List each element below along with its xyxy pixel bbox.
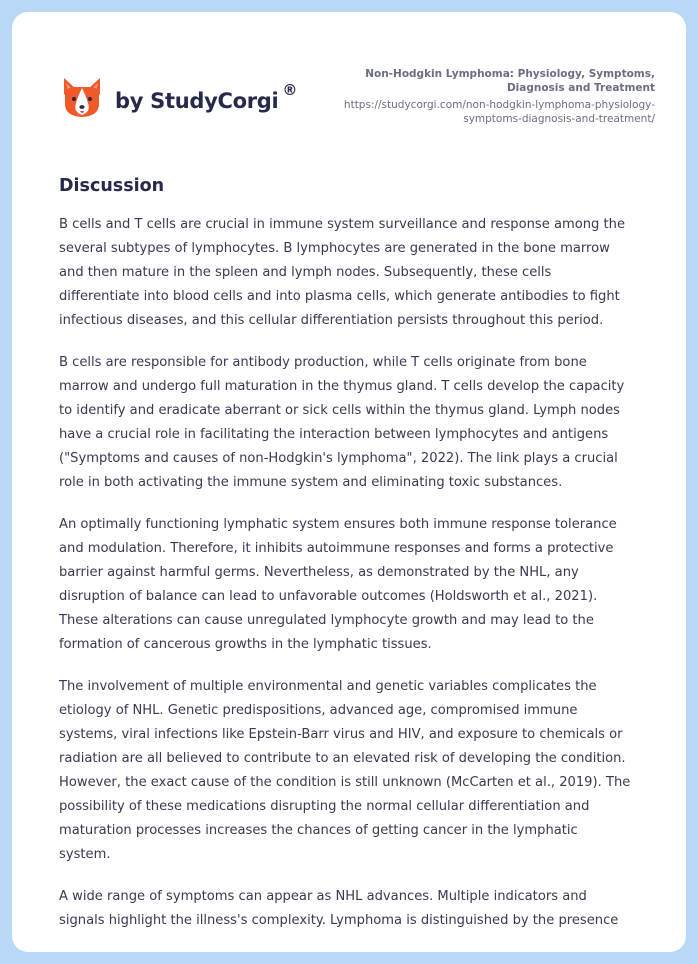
text-line: and then mature in the spleen and lymph nodes. Subsequently, these cells (59, 265, 552, 280)
paragraph (59, 885, 659, 933)
document-info (315, 67, 655, 126)
document-url[interactable] (315, 98, 655, 126)
text-line: differentiate into blood cells and into plasma cells, which generate antibodies to fight (59, 289, 620, 304)
text-line: system. (59, 847, 111, 862)
text-line: These alterations can cause unregulated lymphocyte growth and may lead to the (59, 613, 594, 628)
text-line: to identify and eradicate aberrant or sick cells within the thymus gland. Lymph nodes (59, 403, 620, 418)
document-page (12, 12, 686, 952)
document-url-line[interactable]: symptoms-diagnosis-and-treatment/ (463, 113, 655, 125)
paragraph (59, 513, 659, 657)
document-url-line[interactable]: https://studycorgi.com/non-hodgkin-lymphoma-physiology- (343, 99, 655, 111)
paragraph (59, 351, 659, 495)
text-line: The involvement of multiple environmental and genetic variables complicates the (59, 679, 597, 694)
document-title-line: Non-Hodgkin Lymphoma: Physiology, Symptoms, (365, 68, 655, 80)
text-line: have a crucial role in facilitating the interaction between lymphocytes and antigens (59, 427, 609, 442)
registered-mark: ® (282, 81, 298, 99)
section-heading: Discussion (59, 176, 165, 196)
text-line: An optimally functioning lymphatic system ensures both immune response tolerance (59, 517, 617, 532)
text-line: disruption of balance can lead to unfavorable outcomes (Holdsworth et al., 2021). (59, 589, 598, 604)
text-line: B cells are responsible for antibody production, while T cells originate from bone (59, 355, 587, 370)
text-line: signals highlight the illness's complexity. Lymphoma is distinguished by the presence (59, 913, 619, 928)
paragraph (59, 675, 659, 867)
text-line: possibility of these medications disrupting the normal cellular differentiation and (59, 799, 590, 814)
text-line: infectious diseases, and this cellular differentiation persists throughout this period. (59, 313, 604, 328)
document-body (59, 213, 659, 951)
corgi-icon (61, 76, 103, 120)
text-line: However, the exact cause of the condition is still unknown (McCarten et al., 2019). The (59, 775, 631, 790)
text-line: role in both activating the immune system and eliminating toxic substances. (59, 475, 563, 490)
text-line: several subtypes of lymphocytes. B lymphocytes are generated in the bone marrow (59, 241, 610, 256)
text-line: etiology of NHL. Genetic predispositions, advanced age, compromised immune (59, 703, 578, 718)
text-line: B cells and T cells are crucial in immune system surveillance and response among the (59, 217, 626, 232)
paragraph (59, 213, 659, 333)
text-line: marrow and undergo full maturation in the thymus gland. T cells develop the capacity (59, 379, 625, 394)
text-line: barrier against harmful germs. Nevertheless, as demonstrated by the NHL, any (59, 565, 579, 580)
text-line: systems, viral infections like Epstein-Barr virus and HIV, and exposure to chemicals or (59, 727, 623, 742)
text-line: ("Symptoms and causes of non-Hodgkin's lymphoma", 2022). The link plays a crucial (59, 451, 618, 466)
text-line: maturation processes increases the chances of getting cancer in the lymphatic (59, 823, 578, 838)
text-line: and modulation. Therefore, it inhibits autoimmune responses and forms a protective (59, 541, 614, 556)
document-title (315, 67, 655, 95)
text-line: A wide range of symptoms can appear as NHL advances. Multiple indicators and (59, 889, 587, 904)
logo-text: by StudyCorgi (115, 89, 279, 113)
text-line: radiation are all believed to contribute to an elevated risk of developing the condition. (59, 751, 626, 766)
document-title-line: Diagnosis and Treatment (506, 82, 655, 94)
studycorgi-logo[interactable] (61, 76, 297, 120)
text-line: formation of cancerous growths in the lymphatic tissues. (59, 637, 432, 652)
